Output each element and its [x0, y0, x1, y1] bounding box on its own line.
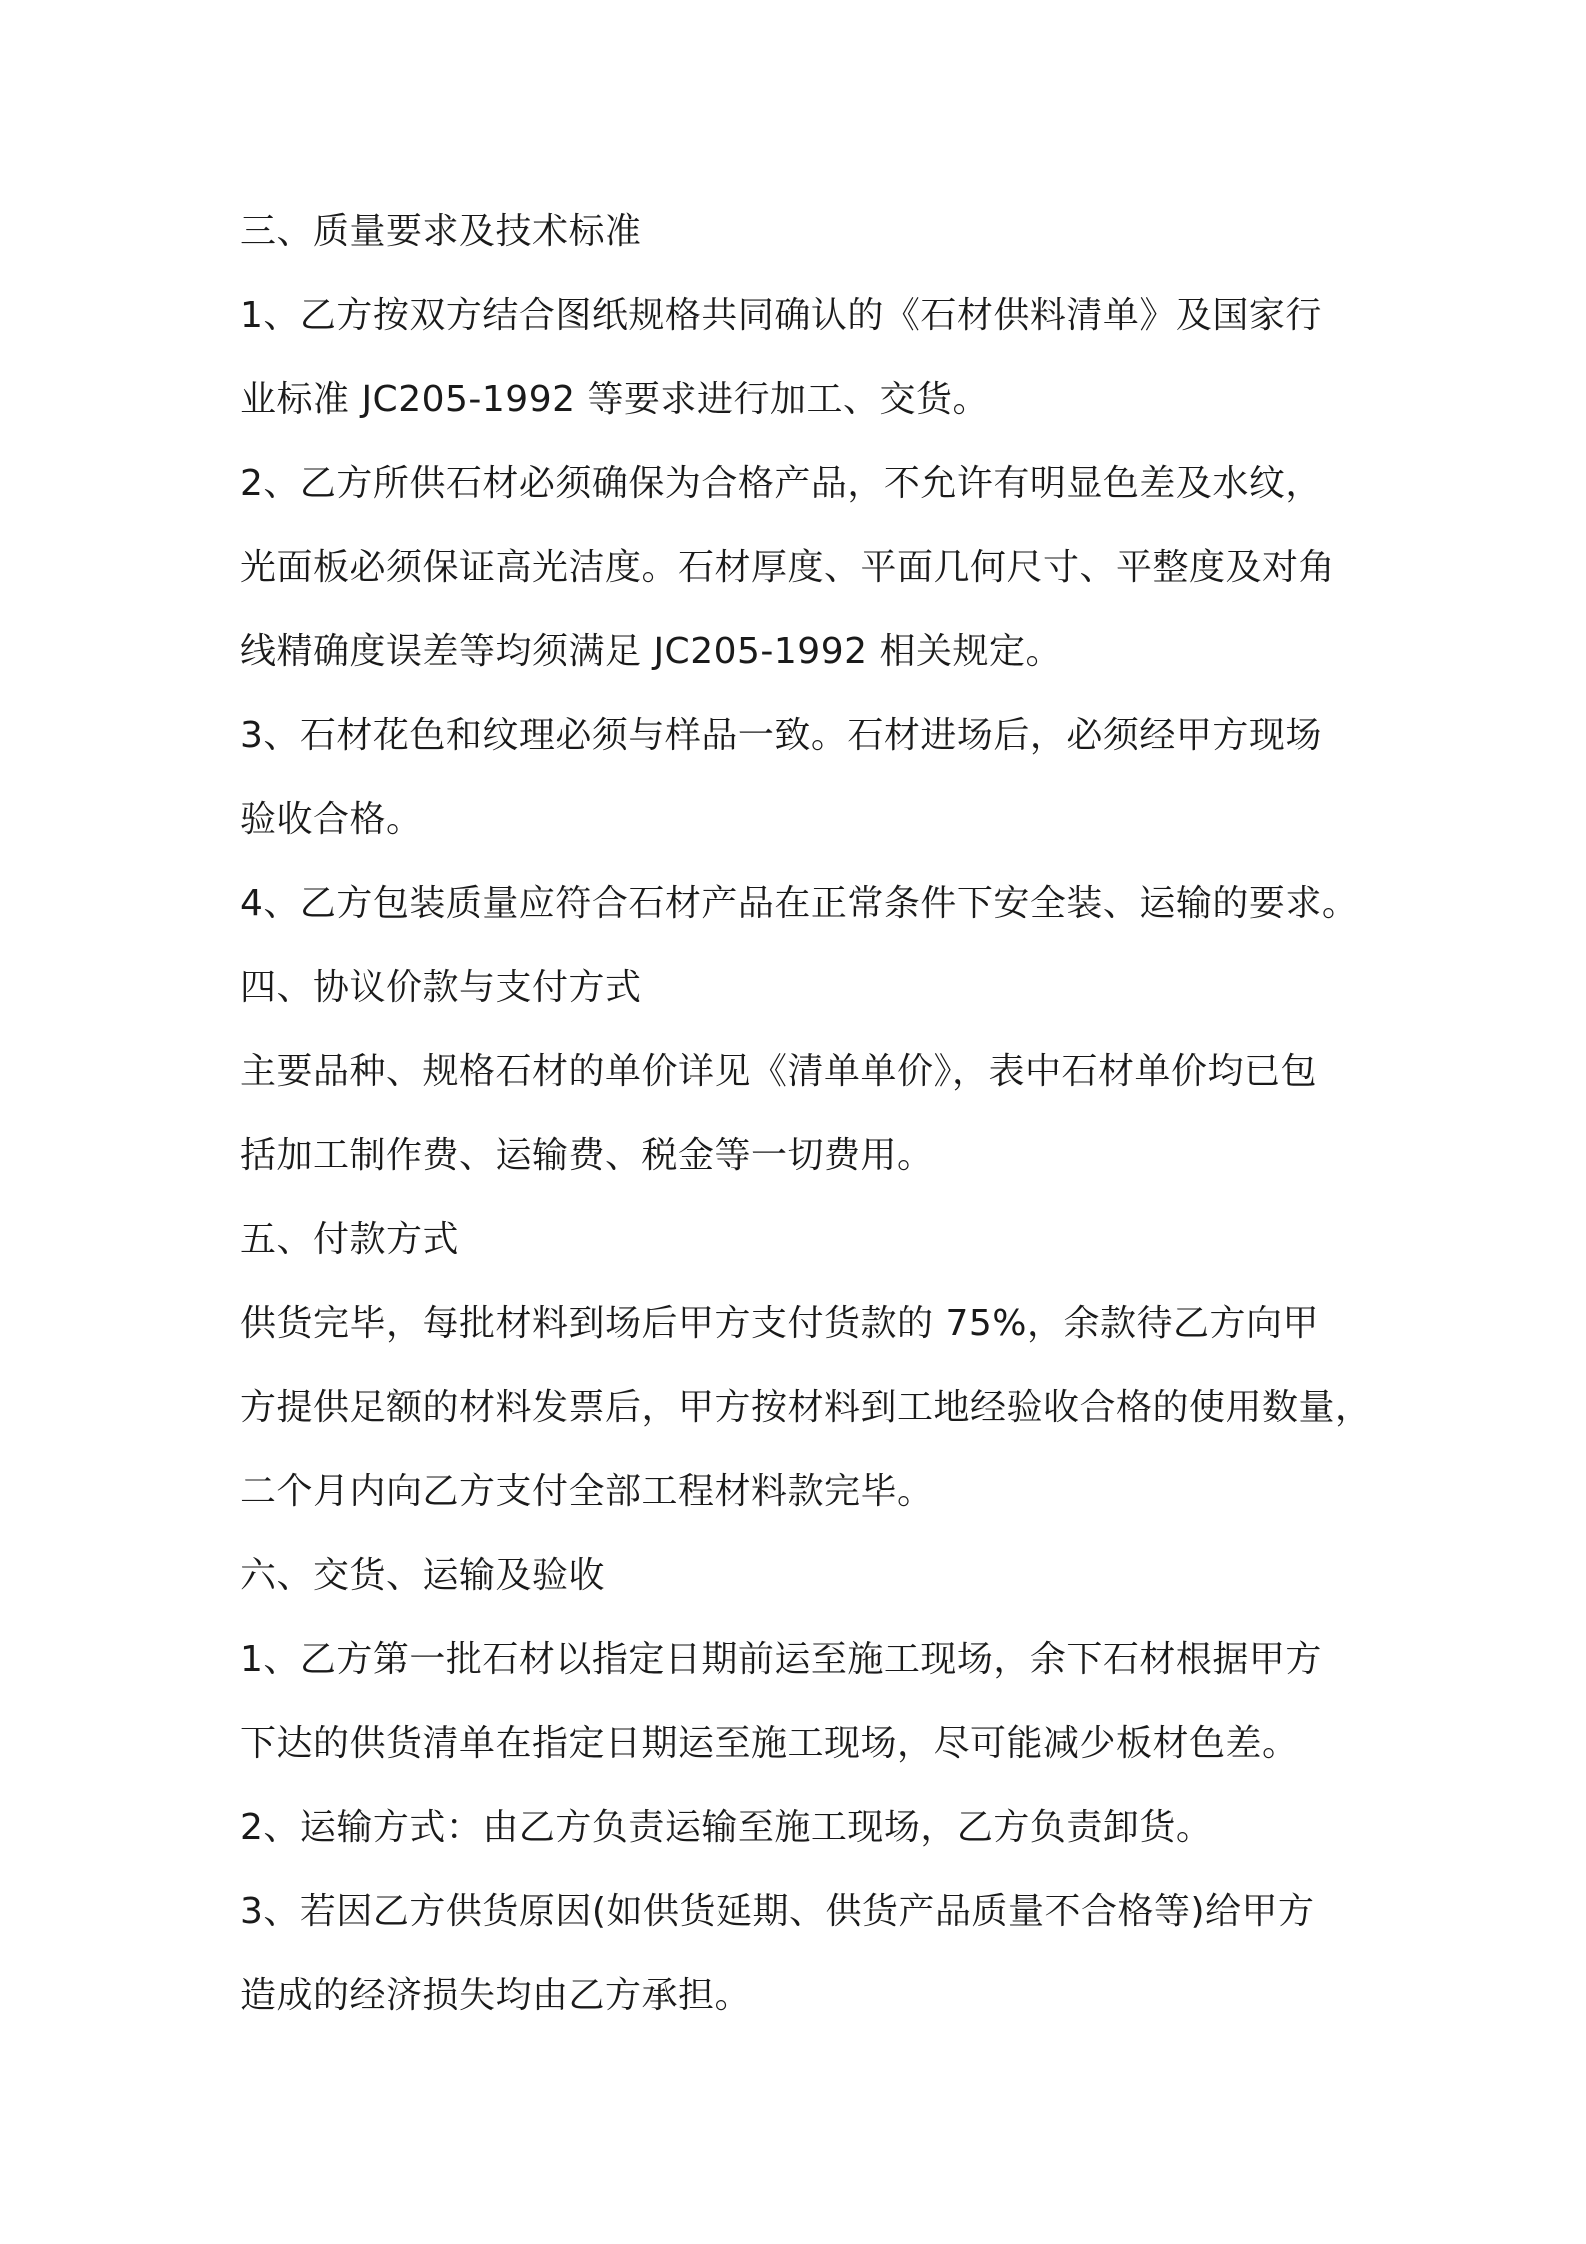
paragraph-line: 1、乙方按双方结合图纸规格共同确认的《石材供料清单》及国家行 — [240, 295, 1322, 336]
paragraph-line: 3、石材花色和纹理必须与样品一致。石材进场后，必须经甲方现场 — [240, 715, 1322, 756]
section-heading-price: 四、协议价款与支付方式 — [240, 967, 642, 1008]
paragraph-line: 括加工制作费、运输费、税金等一切费用。 — [240, 1135, 934, 1176]
paragraph-line: 供货完毕，每批材料到场后甲方支付货款的 75%，余款待乙方向甲 — [240, 1303, 1319, 1344]
paragraph-line: 1、乙方第一批石材以指定日期前运至施工现场，余下石材根据甲方 — [240, 1639, 1322, 1680]
paragraph-line: 线精确度误差等均须满足 JC205-1992 相关规定。 — [240, 631, 1062, 672]
paragraph-line: 造成的经济损失均由乙方承担。 — [240, 1975, 752, 2016]
paragraph-line: 业标准 JC205-1992 等要求进行加工、交货。 — [240, 379, 989, 420]
section-heading-delivery: 六、交货、运输及验收 — [240, 1555, 606, 1596]
paragraph-line: 二个月内向乙方支付全部工程材料款完毕。 — [240, 1471, 934, 1512]
paragraph-line: 下达的供货清单在指定日期运至施工现场，尽可能减少板材色差。 — [240, 1723, 1299, 1764]
paragraph-line: 3、若因乙方供货原因(如供货延期、供货产品质量不合格等)给甲方 — [240, 1891, 1315, 1932]
paragraph-line: 方提供足额的材料发票后，甲方按材料到工地经验收合格的使用数量， — [240, 1387, 1372, 1428]
section-heading-payment: 五、付款方式 — [240, 1219, 460, 1260]
document-body — [240, 190, 1380, 2038]
section-heading-quality: 三、质量要求及技术标准 — [240, 211, 642, 252]
paragraph-line: 主要品种、规格石材的单价详见《清单单价》，表中石材单价均已包 — [240, 1051, 1318, 1092]
paragraph-line: 2、运输方式：由乙方负责运输至施工现场，乙方负责卸货。 — [240, 1807, 1213, 1848]
paragraph-line: 2、乙方所供石材必须确保为合格产品，不允许有明显色差及水纹， — [240, 463, 1322, 504]
paragraph-line: 验收合格。 — [240, 799, 423, 840]
paragraph-line: 4、乙方包装质量应符合石材产品在正常条件下安全装、运输的要求。 — [240, 883, 1359, 924]
paragraph-line: 光面板必须保证高光洁度。石材厚度、平面几何尺寸、平整度及对角 — [240, 547, 1336, 588]
